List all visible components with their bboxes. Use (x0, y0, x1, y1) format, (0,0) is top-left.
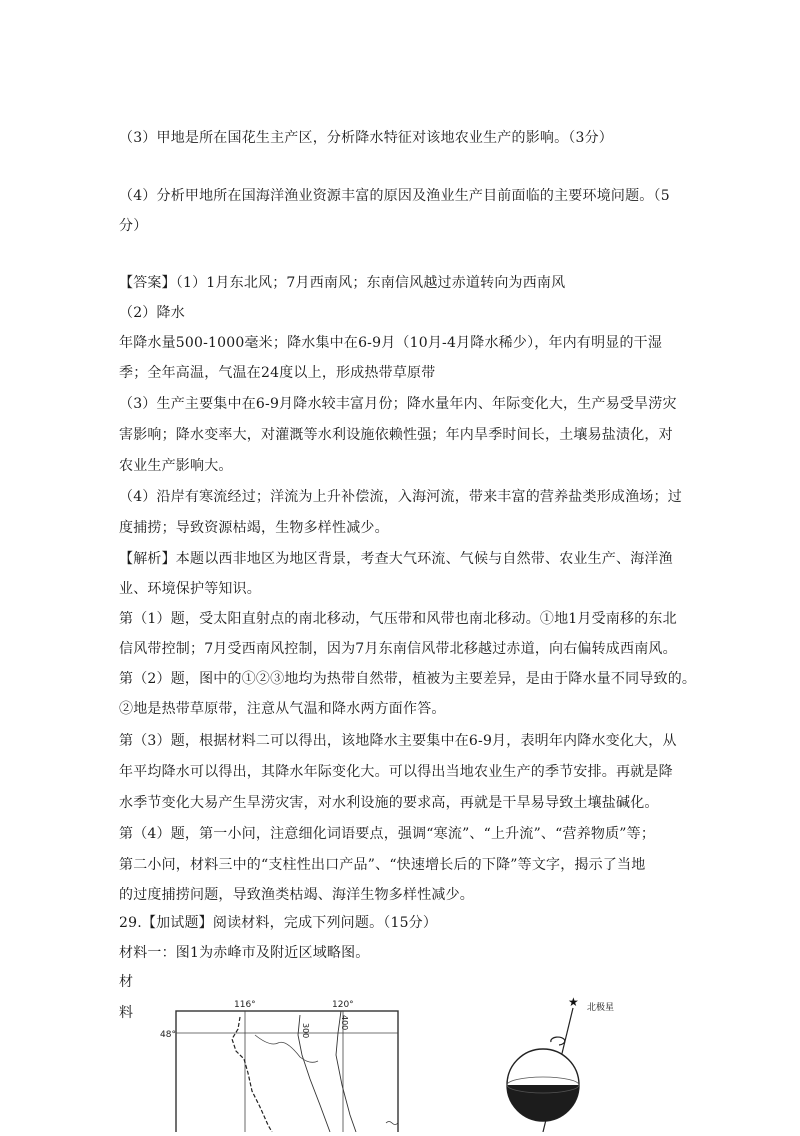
lon-label-120: 120° (332, 1000, 354, 1010)
answer-line-5: （3）生产主要集中在6-9月降水较丰富月份；降水量年内、年际变化大，生产易受旱涝灾 (119, 396, 677, 412)
lat-label-48: 48° (160, 1030, 176, 1040)
answer-line-1: 【答案】（1）1月东北风；7月西南风；东南信风越过赤道转向为西南风 (119, 275, 566, 291)
material-1-caption: 材料一：图1为赤峰市及附近区域略图。 (119, 945, 370, 961)
analysis-line-4: 信风带控制；7月受西南风控制，因为7月东南信风带北移越过赤道，向右偏转成西南风。 (119, 641, 677, 657)
analysis-line-1: 【解析】本题以西非地区为地区背景，考查大气环流、气候与自然带、农业生产、海洋渔 (119, 551, 673, 567)
analysis-line-3: 第（1）题，受太阳直射点的南北移动，气压带和风带也南北移动。①地1月受南移的东北 (119, 611, 677, 627)
analysis-line-5: 第（2）题，图中的①②③地均为热带自然带，植被为主要差异，是由于降水量不同导致的。 (119, 671, 697, 687)
answer-line-7: 农业生产影响大。 (119, 458, 233, 474)
map-frame (176, 1011, 398, 1132)
answer-line-9: 度捕捞；导致资源枯竭，生物多样性减少。 (119, 520, 389, 536)
analysis-line-6: ②地是热带草原带，注意从气温和降水两方面作答。 (119, 701, 446, 717)
question-4-line-2: 分） (119, 218, 148, 234)
analysis-line-8: 年平均降水可以得出，其降水年际变化大。可以得出当地农业生产的季节安排。再就是降 (119, 764, 673, 780)
analysis-line-11: 第二小问，材料三中的“支柱性出口产品”、“快速增长后的下降”等文字，揭示了当地 (119, 857, 646, 873)
answer-line-6: 害影响；降水变率大，对灌溉等水利设施依赖性强；年内旱季时间长，土壤易盐渍化，对 (119, 427, 673, 443)
answer-line-8: （4）沿岸有寒流经过；洋流为上升补偿流，入海河流，带来丰富的营养盐类形成渔场；过 (119, 489, 682, 505)
lon-label-116: 116° (234, 1000, 256, 1010)
material-side-char-1: 材 (119, 974, 134, 990)
answer-line-4: 季；全年高温，气温在24度以上，形成热带草原带 (119, 365, 436, 381)
analysis-line-10: 第（4）题，第一小问，注意细化词语要点，强调“寒流”、“上升流”、“营养物质”等； (119, 826, 656, 842)
analysis-line-12: 的过度捕捞问题，导致渔类枯竭、海洋生物多样性减少。 (119, 887, 474, 903)
material-side-char-2: 料 (119, 1005, 134, 1021)
question-29-title: 29.【加试题】阅读材料，完成下列问题。（15分） (119, 915, 438, 931)
contour-label-400: 400 (340, 1015, 349, 1031)
rotation-arrow-icon (551, 1037, 565, 1045)
polaris-label: 北极星 (587, 1003, 615, 1013)
question-3: （3）甲地是所在国花生主产区，分析降水特征对该地农业生产的影响。（3分） (119, 130, 614, 146)
answer-line-3: 年降水量500-1000毫米；降水集中在6-9月（10月-4月降水稀少），年内有明显的干湿 (119, 335, 663, 351)
globe-diagram (495, 990, 645, 1132)
chifeng-map-figure (160, 995, 400, 1132)
chifeng-map (160, 995, 400, 1132)
globe-polaris-figure (495, 990, 645, 1132)
map-squiggle (386, 1122, 398, 1125)
analysis-line-7: 第（3）题，根据材料二可以得出，该地降水主要集中在6-9月，表明年内降水变化大，从 (119, 733, 677, 749)
contour-label-300: 300 (301, 1023, 310, 1039)
province-border (232, 1017, 272, 1132)
question-4-line-1: （4）分析甲地所在国海洋渔业资源丰富的原因及渔业生产目前面临的主要环境问题。（5 (119, 188, 670, 204)
river (255, 1035, 318, 1062)
analysis-line-9: 水季节变化大易产生旱涝灾害，对水利设施的要求高，再就是干旱易导致土壤盐碱化。 (119, 795, 659, 811)
polaris-star-icon: ★ (568, 995, 579, 1009)
answer-line-2: （2）降水 (119, 305, 185, 321)
analysis-line-2: 业、环境保护等知识。 (119, 581, 261, 597)
